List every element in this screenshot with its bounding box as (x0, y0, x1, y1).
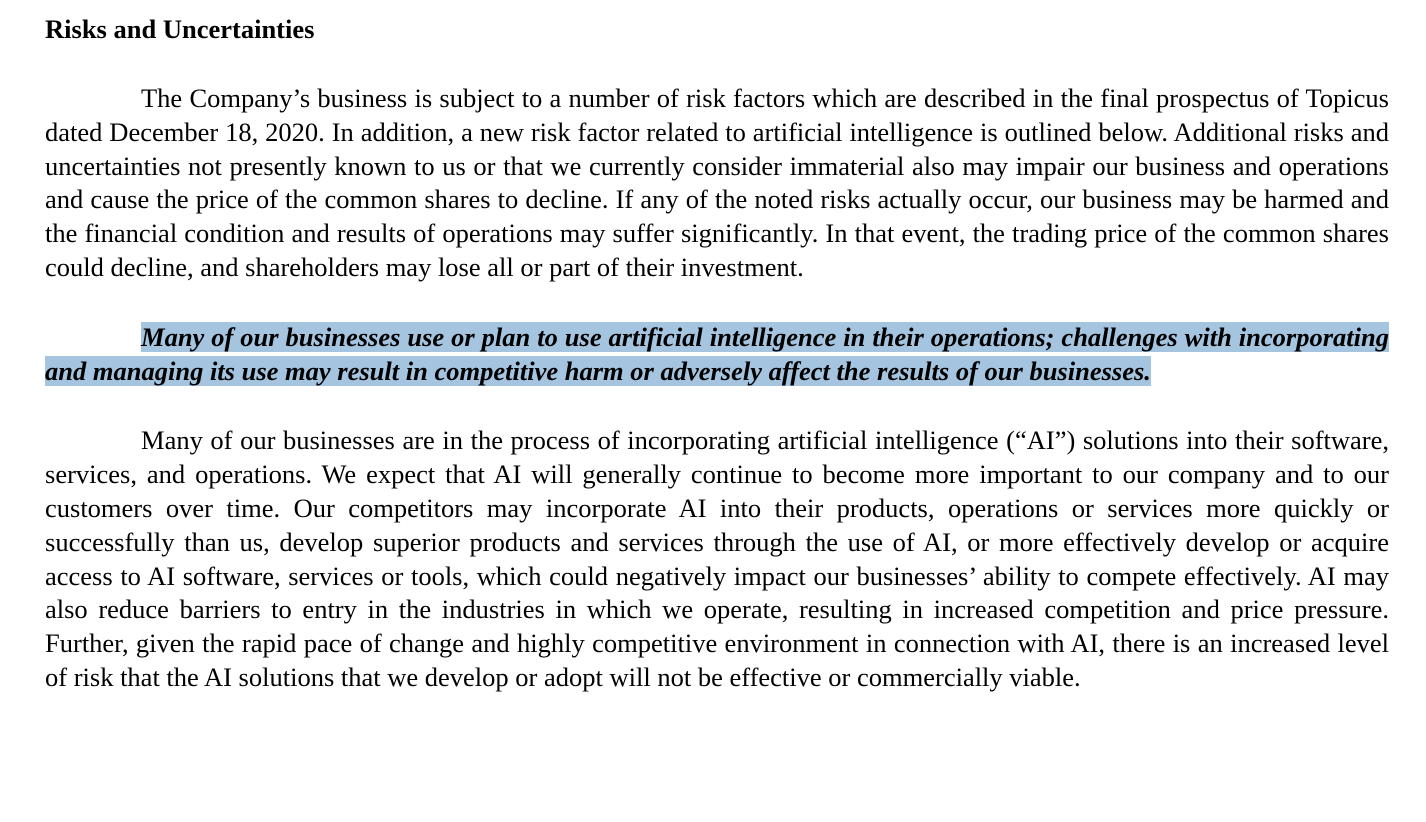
ai-risk-paragraph[interactable]: Many of our businesses are in the process of incorporating artificial intelligence (“AI”) solutions into their software, services, and operations. We expect that AI will generally continue to become more important to our company and to our customers over time. Our competitors may incorporate AI into their products, operations or services more quickly or successfully than us, develop superior products and services through the use of AI, or more effectively develop or acquire access to AI software, services or tools, which could negatively impact our businesses’ ability to compete effectively. AI may also reduce barriers to entry in the industries in which we operate, resulting in increased competition and price pressure. Further, given the rapid pace of change and highly competitive environment in connection with AI, there is an increased level of risk that the AI solutions that we develop or adopt will not be effective or commercially viable. (45, 425, 1389, 692)
document-page (45, 12, 1389, 695)
risk-intro-paragraph[interactable]: The Company’s business is subject to a number of risk factors which are described in the final prospectus of Topicus dated December 18, 2020. In addition, a new risk factor related to artificial intelligence is outlined below. Additional risks and uncertainties not presently known to us or that we currently consider immaterial also may impair our business and operations and cause the price of the common shares to decline. If any of the noted risks actually occur, our business may be harmed and the financial condition and results of operations may suffer significantly. In that event, the trading price of the common shares could decline, and shareholders may lose all or part of their investment. (45, 83, 1389, 282)
ai-risk-factor-title[interactable] (45, 321, 1389, 389)
section-heading: Risks and Uncertainties (45, 14, 315, 44)
text-selection-highlight[interactable]: Many of our businesses use or plan to use artificial intelligence in their operations; challenges with incorporating and managing its use may result in competitive harm or adversely affect the results of our businesses. (45, 321, 1389, 386)
